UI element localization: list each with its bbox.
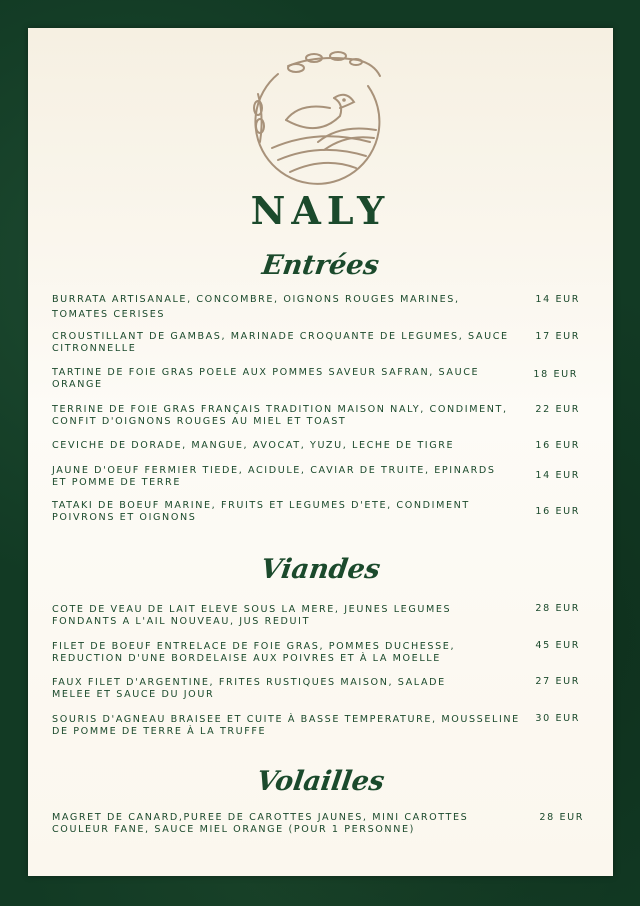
menu-item-line2: ORANGE <box>52 379 103 390</box>
menu-item <box>52 812 522 836</box>
menu-item-line2: COULEUR FANE, SAUCE MIEL ORANGE (POUR 1 PERSONNE) <box>52 824 415 835</box>
menu-item-price: 17 EUR <box>535 331 580 342</box>
menu-item-line2: FONDANTS A L'AIL NOUVEAU, JUS REDUIT <box>52 616 311 627</box>
menu-item-line1: FAUX FILET D'ARGENTINE, FRITES RUSTIQUES MAISON, SALADE <box>52 677 446 688</box>
menu-item-line1: JAUNE D'OEUF FERMIER TIEDE, ACIDULE, CAVIAR DE TRUITE, EPINARDS <box>52 465 496 476</box>
menu-item-line2: REDUCTION D'UNE BORDELAISE AUX POIVRES ET À LA MOELLE <box>52 653 441 664</box>
menu-item-price: 14 EUR <box>535 294 580 305</box>
menu-item-price: 45 EUR <box>535 640 580 651</box>
menu-item <box>52 604 522 628</box>
menu-item-line2: TOMATES CERISES <box>52 309 166 320</box>
section-title-volailles: Volailles <box>254 766 387 797</box>
menu-item-line1: MAGRET DE CANARD,PUREE DE CAROTTES JAUNES, MINI CAROTTES <box>52 812 469 823</box>
menu-item-line1: TERRINE DE FOIE GRAS FRANÇAIS TRADITION MAISON NALY, CONDIMENT, <box>52 404 508 415</box>
menu-item-line1: CROUSTILLANT DE GAMBAS, MARINADE CROQUANTE DE LEGUMES, SAUCE <box>52 331 509 342</box>
menu-item <box>52 677 522 701</box>
menu-item <box>52 641 522 665</box>
menu-item-line2: CITRONNELLE <box>52 343 137 354</box>
menu-item-line2: DE POMME DE TERRE À LA TRUFFE <box>52 726 267 737</box>
menu-item <box>52 714 532 738</box>
menu-item-price: 27 EUR <box>535 676 580 687</box>
menu-item-price: 28 EUR <box>535 603 580 614</box>
menu-item-line2: POIVRONS ET OIGNONS <box>52 512 197 523</box>
menu-item-price: 18 EUR <box>533 369 578 380</box>
menu-item-line1: TARTINE DE FOIE GRAS POELE AUX POMMES SAVEUR SAFRAN, SAUCE <box>52 367 480 378</box>
brand-name: NALY <box>250 188 391 233</box>
menu-item-line1: FILET DE BOEUF ENTRELACE DE FOIE GRAS, POMMES DUCHESSE, <box>52 641 456 652</box>
section-title-viandes: Viandes <box>258 554 383 585</box>
menu-card <box>28 28 613 876</box>
menu-item-price: 28 EUR <box>539 812 584 823</box>
menu-item <box>52 294 522 321</box>
menu-item <box>52 500 522 524</box>
menu-item-price: 16 EUR <box>535 506 580 517</box>
menu-item-line1: BURRATA ARTISANALE, CONCOMBRE, OIGNONS ROUGES MARINES, <box>52 294 460 305</box>
menu-item <box>52 331 522 355</box>
menu-item-line2: CONFIT D'OIGNONS ROUGES AU MIEL ET TOAST <box>52 416 347 427</box>
menu-item-price: 30 EUR <box>535 713 580 724</box>
menu-item-line2: ET POMME DE TERRE <box>52 477 181 488</box>
menu-item-line1: COTE DE VEAU DE LAIT ELEVE SOUS LA MERE, JEUNES LEGUMES <box>52 604 452 615</box>
section-title-entrees: Entrées <box>260 250 381 281</box>
menu-item-price: 22 EUR <box>535 404 580 415</box>
menu-item-line2: MELEE ET SAUCE DU JOUR <box>52 689 215 700</box>
menu-item <box>52 404 522 428</box>
menu-item-line1: SOURIS D'AGNEAU BRAISEE ET CUITE À BASSE TEMPERATURE, MOUSSELINE <box>52 714 520 725</box>
menu-item-line1: CEVICHE DE DORADE, MANGUE, AVOCAT, YUZU, LECHE DE TIGRE <box>52 440 455 451</box>
bird-logo-icon <box>248 46 388 186</box>
menu-item-line1: TATAKI DE BOEUF MARINE, FRUITS ET LEGUMES D'ETE, CONDIMENT <box>52 500 470 511</box>
menu-item-price: 14 EUR <box>535 470 580 481</box>
menu-item <box>52 367 522 391</box>
menu-item <box>52 465 522 489</box>
menu-item-price: 16 EUR <box>535 440 580 451</box>
menu-item <box>52 440 522 452</box>
